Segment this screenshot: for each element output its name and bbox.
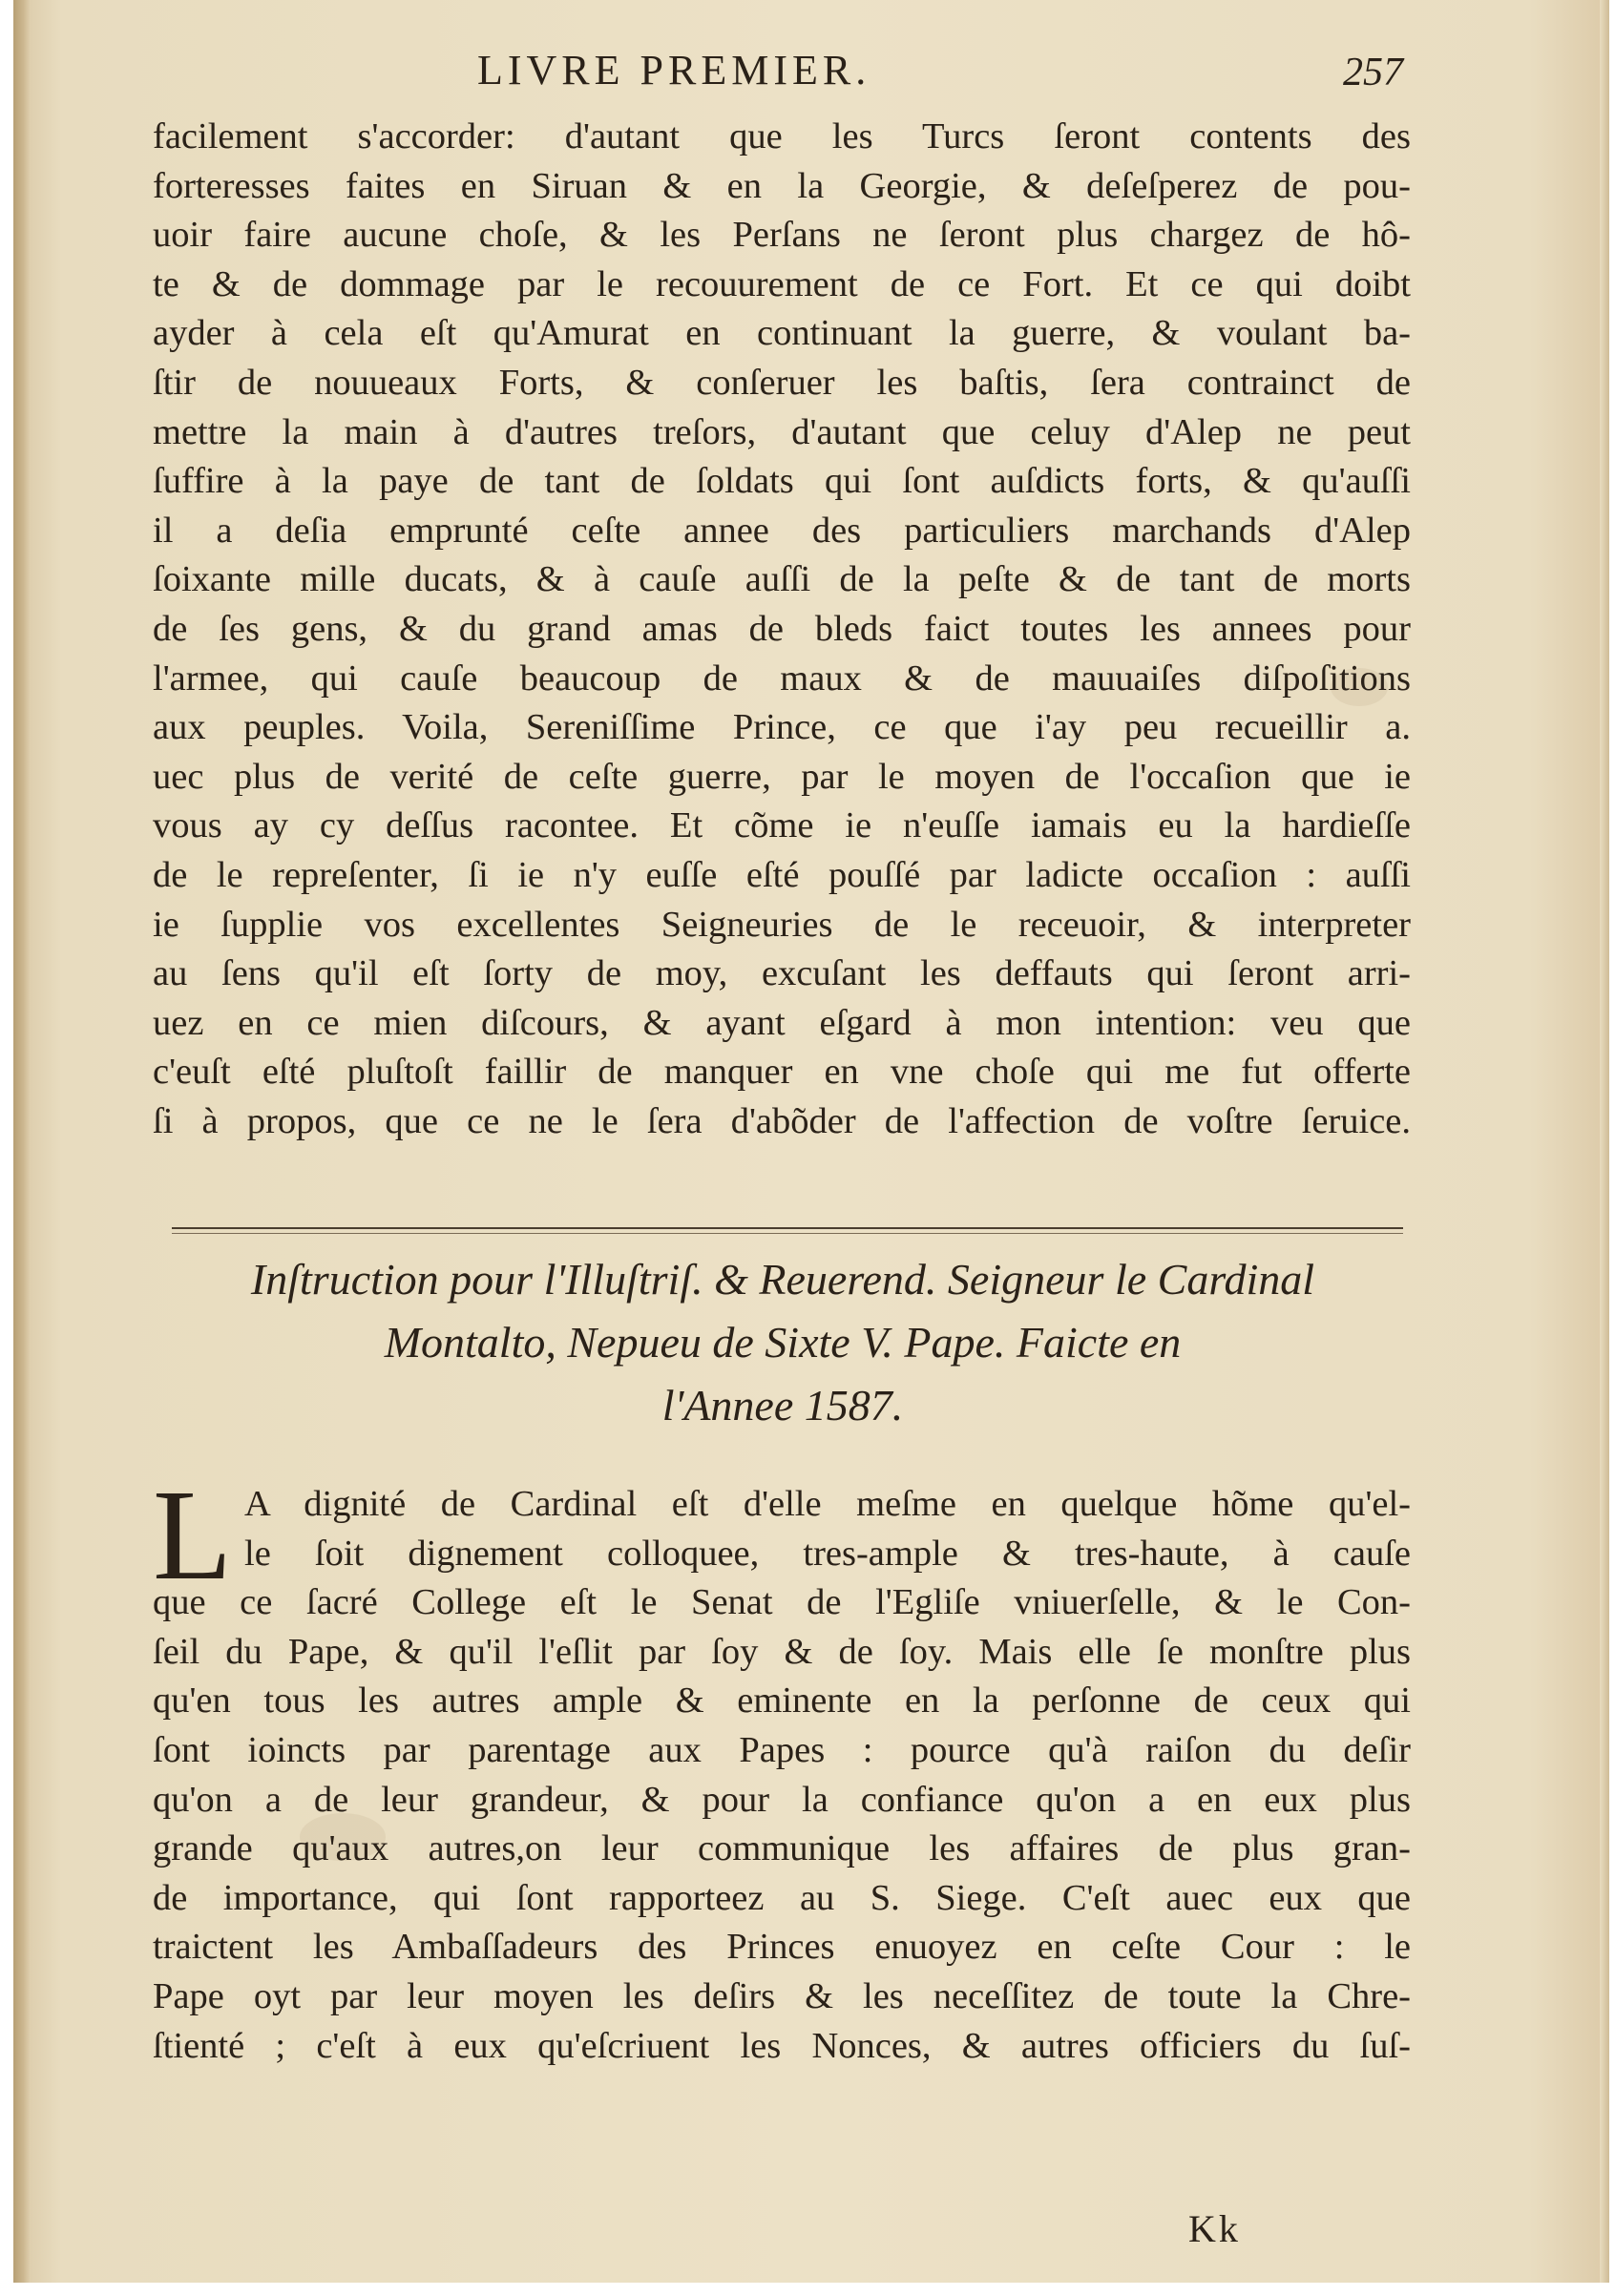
section-divider xyxy=(172,1227,1403,1234)
bottom-margin xyxy=(0,2283,1615,2296)
text-line: traictent les Ambaſſadeurs des Princes enuoyez en ceſte Cour : le xyxy=(153,1927,1411,1968)
text-line: de ſes gens, & du grand amas de bleds faict toutes les annees pour xyxy=(153,608,1411,649)
second-paragraph xyxy=(153,1464,1411,2070)
text-line: qu'on a de leur grandeur, & pour la confiance qu'on a en eux plus xyxy=(153,1779,1411,1820)
text-line: facilement s'accorder: d'autant que les Turcs ſeront contents des xyxy=(153,116,1411,157)
text-line: grande qu'aux autres,on leur communique les affaires de plus gran- xyxy=(153,1828,1411,1869)
text-line: que ce ſacré College eſt le Senat de l'Egliſe vniuerſelle, & le Con- xyxy=(153,1582,1411,1623)
text-line: le ſoit dignement colloquee, tres-ample & tres-haute, à cauſe xyxy=(244,1533,1411,1574)
page-gutter xyxy=(13,0,31,2283)
drop-cap: L xyxy=(153,1464,233,1607)
text-line: ſtir de nouueaux Forts, & conſeruer les baſtis, ſera contrainct de xyxy=(153,362,1411,403)
section-title xyxy=(143,1248,1422,1437)
body-paragraph xyxy=(153,113,1411,1146)
text-line: qu'en tous les autres ample & eminente en la perſonne de ceux qui xyxy=(153,1680,1411,1722)
title-line: Inſtruction pour l'Illuſtriſ. & Reuerend. Seigneur le Cardinal xyxy=(250,1255,1315,1304)
text-line: ſont ioincts par parentage aux Papes : pource qu'à raiſon du deſir xyxy=(153,1729,1411,1770)
text-line: uec plus de verité de ceſte guerre, par le moyen de l'occaſion que ie xyxy=(153,756,1411,797)
text-line: mettre la main à d'autres treſors, d'autant que celuy d'Alep ne peut xyxy=(153,411,1411,452)
title-line: Montalto, Nepueu de Sixte V. Pape. Faicte en xyxy=(384,1318,1182,1367)
text-line: ie ſupplie vos excellentes Seigneuries de le receuoir, & interpreter xyxy=(153,904,1411,945)
text-line: aux peuples. Voila, Sereniſſime Prince, ce que i'ay peu recueillir a. xyxy=(153,707,1411,748)
text-line: uez en ce mien diſcours, & ayant eſgard à mon intention: veu que xyxy=(153,1002,1411,1043)
page-edge xyxy=(1600,0,1609,2283)
text-line: ſtienté ; c'eſt à eux qu'eſcriuent les Nonces, & autres officiers du ſuſ- xyxy=(153,2025,1411,2066)
text-line: il a deſia emprunté ceſte annee des particuliers marchands d'Alep xyxy=(153,510,1411,551)
title-line: l'Annee 1587. xyxy=(661,1381,904,1430)
text-line: forteresses faites en Siruan & en la Georgie, & deſeſperez de pou- xyxy=(153,165,1411,206)
running-head: LIVRE PREMIER. xyxy=(477,47,871,94)
signature-mark: Kk xyxy=(1188,2207,1241,2250)
text-line: au ſens qu'il eſt ſorty de moy, excuſant les deffauts qui ſeront arri- xyxy=(153,953,1411,994)
text-line: uoir faire aucune choſe, & les Perſans ne ſeront plus chargez de hô- xyxy=(153,215,1411,256)
page-number: 257 xyxy=(1343,51,1403,94)
text-line: te & de dommage par le recouurement de ce Fort. Et ce qui doibt xyxy=(153,263,1411,304)
text-line: vous ay cy deſſus racontee. Et cõme ie n'euſſe iamais eu la hardieſſe xyxy=(153,805,1411,846)
text-line: de importance, qui ſont rapporteez au S. Siege. C'eſt auec eux que xyxy=(153,1877,1411,1918)
text-line: A dignité de Cardinal eſt d'elle meſme en quelque hõme qu'el- xyxy=(244,1484,1411,1524)
text-line: ſeil du Pape, & qu'il l'eſlit par ſoy & de ſoy. Mais elle ſe monſtre plus xyxy=(153,1631,1411,1672)
text-line: ſuffire à la paye de tant de ſoldats qui ſont auſdicts forts, & qu'auſſi xyxy=(153,461,1411,502)
text-line: c'euſt eſté pluſtoſt faillir de manquer en vne choſe qui me fut offerte xyxy=(153,1052,1411,1093)
text-line: Pape oyt par leur moyen les deſirs & les neceſſitez de toute la Chre- xyxy=(153,1975,1411,2016)
text-line: ſi à propos, que ce ne le ſera d'abõder de l'affection de voſtre ſeruice. xyxy=(153,1100,1411,1141)
text-line: de le repreſenter, ſi ie n'y euſſe eſté pouſſé par ladicte occaſion : auſſi xyxy=(153,854,1411,895)
text-line: ſoixante mille ducats, & à cauſe auſſi de la peſte & de tant de morts xyxy=(153,559,1411,600)
text-line: ayder à cela eſt qu'Amurat en continuant la guerre, & voulant ba- xyxy=(153,313,1411,354)
text-line: l'armee, qui cauſe beaucoup de maux & de mauuaiſes diſpoſitions xyxy=(153,657,1411,699)
page-header xyxy=(153,46,1413,103)
